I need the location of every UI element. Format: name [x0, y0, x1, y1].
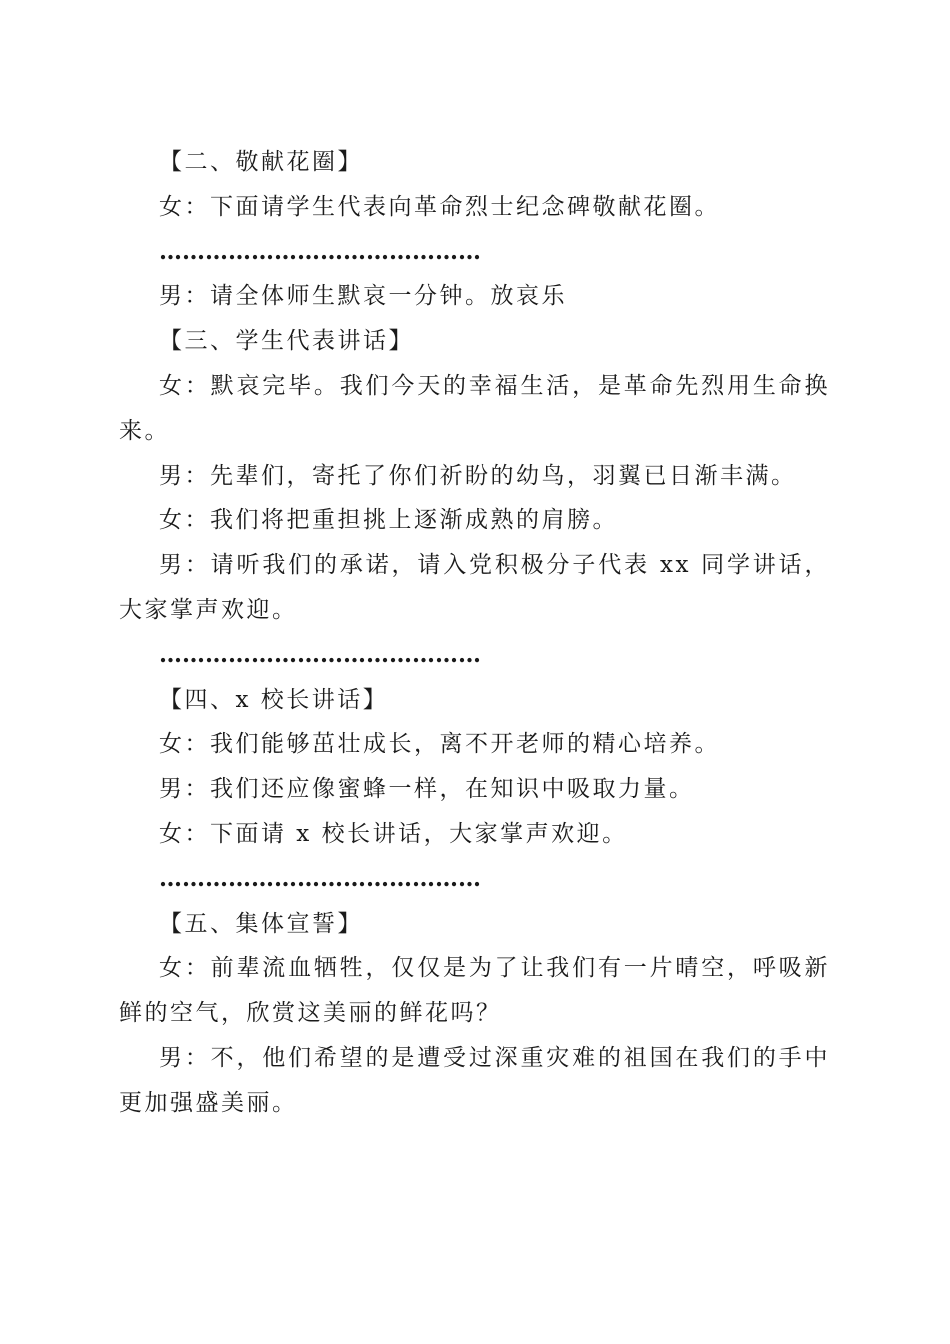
section-heading-wreath: 【二、敬献花圈】 — [159, 149, 363, 175]
section-heading-student-speech: 【三、学生代表讲话】 — [159, 328, 414, 355]
ellipsis-divider: …………………………………… — [159, 237, 481, 265]
dialogue-line: 男：请听我们的承诺，请入党积极分子代表 xx 同学讲话，大家掌声欢迎。 — [119, 552, 830, 623]
dialogue-line: 女：我们将把重担挑上逐渐成熟的肩膀。 — [159, 507, 618, 534]
dialogue-line: 男：先辈们，寄托了你们祈盼的幼鸟，羽翼已日渐丰满。 — [159, 462, 797, 489]
dialogue-line: 男：请全体师生默哀一分钟。放哀乐 — [159, 283, 567, 310]
ellipsis-divider: …………………………………… — [159, 640, 481, 668]
dialogue-line: 女：下面请学生代表向革命烈士纪念碑敬献花圈。 — [159, 193, 720, 220]
dialogue-line: 男：不，他们希望的是遭受过深重灾难的祖国在我们的手中更加强盛美丽。 — [119, 1044, 830, 1116]
dialogue-line: 女：下面请 x 校长讲话，大家掌声欢迎。 — [159, 820, 628, 847]
dialogue-line: 女：默哀完毕。我们今天的幸福生活，是革命先烈用生命换来。 — [119, 372, 830, 444]
section-heading-oath: 【五、集体宣誓】 — [159, 910, 363, 937]
dialogue-line: 男：我们还应像蜜蜂一样，在知识中吸取力量。 — [159, 776, 695, 803]
section-heading-principal-speech: 【四、x 校长讲话】 — [159, 686, 389, 713]
document-body — [119, 140, 830, 1126]
dialogue-line: 女：我们能够茁壮成长，离不开老师的精心培养。 — [159, 731, 720, 758]
dialogue-line: 女：前辈流血牺牲，仅仅是为了让我们有一片晴空，呼吸新鲜的空气，欣赏这美丽的鲜花吗？ — [119, 955, 830, 1027]
ellipsis-divider: …………………………………… — [159, 864, 481, 892]
